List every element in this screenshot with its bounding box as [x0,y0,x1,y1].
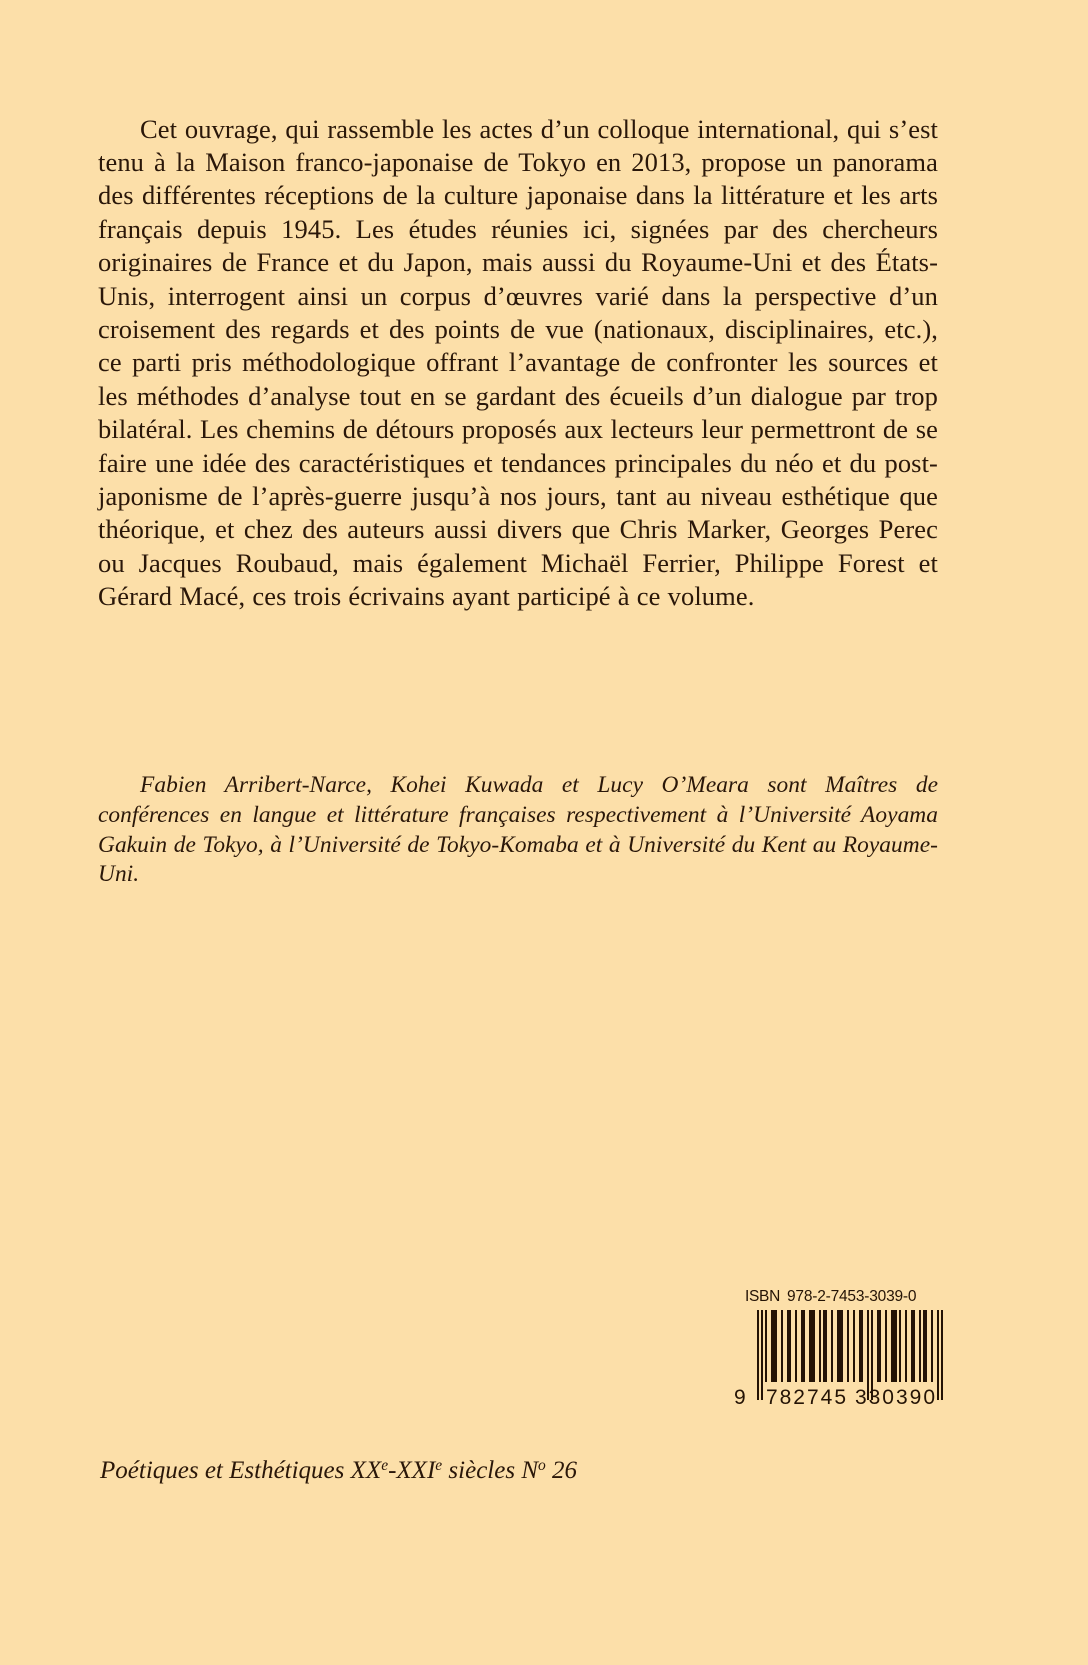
series-number-label: N [521,1457,538,1485]
ean-right-group: 330390 [854,1386,938,1409]
ean-digits [733,1386,946,1410]
series-name: Poétiques et Esthétiques [100,1457,345,1485]
book-description-paragraph: Cet ouvrage, qui rassemble les actes d’un colloque international, qui s’est tenu à la Maison franco-japonaise de Tokyo en 2013, propose un panorama des différentes réceptions de la culture japonaise dans la littérature et les arts français depuis 1945. Les études réunies ici, signées par des chercheurs originaires de France et du Japon, mais aussi du Royaume-Uni et des États-Unis, interrogent ainsi un corpus d’œuvres varié dans la perspective d’un croisement des regards et des points de vue (nationaux, disciplinaires, etc.), ce parti pris méthodologique offrant l’avantage de confronter les sources et les méthodes d’analyse tout en se gardant des écueils d’un dialogue par trop bilatéral. Les chemins de détours proposés aux lecteurs leur permettront de se faire une idée des caractéristiques et tendances principales du néo et du post-japonisme de l’après-guerre jusqu’à nos jours, tant au niveau esthétique que théorique, et chez des auteurs aussi divers que Chris Marker, Georges Perec ou Jacques Roubaud, mais également Michaël Ferrier, Philippe Forest et Gérard Macé, ces trois écrivains ayant participé à ce volume. [98,113,938,612]
series-number-value: 26 [552,1457,577,1485]
isbn-number: 978-2-7453-3039-0 [786,1288,917,1305]
editors-biography-paragraph: Fabien Arribert-Narce, Kohei Kuwada et Lucy O’Meara sont Maîtres de conférences en langue et littérature françaises respectivement à l’Université Aoyama Gakuin de Tokyo, à l’Université de Tokyo-Komaba et à Université du Kent au Royaume-Uni. [98,772,938,888]
series-period-label: siècles [448,1457,516,1485]
series-century-separator: - [388,1457,397,1485]
series-line [100,1457,577,1485]
ean-lead-digit: 9 [734,1386,746,1409]
series-number-ordinal: o [538,1457,546,1474]
isbn-line [733,1288,946,1306]
series-century-first: XX [350,1457,382,1485]
isbn-label: ISBN [745,1288,780,1305]
series-century-second: XXI [396,1457,436,1485]
series-century-first-ordinal: e [381,1457,389,1474]
ean13-barcode [733,1310,946,1414]
isbn-barcode-block [733,1288,946,1414]
series-century-second-ordinal: e [435,1457,443,1474]
ean-left-group: 782745 [765,1386,849,1409]
